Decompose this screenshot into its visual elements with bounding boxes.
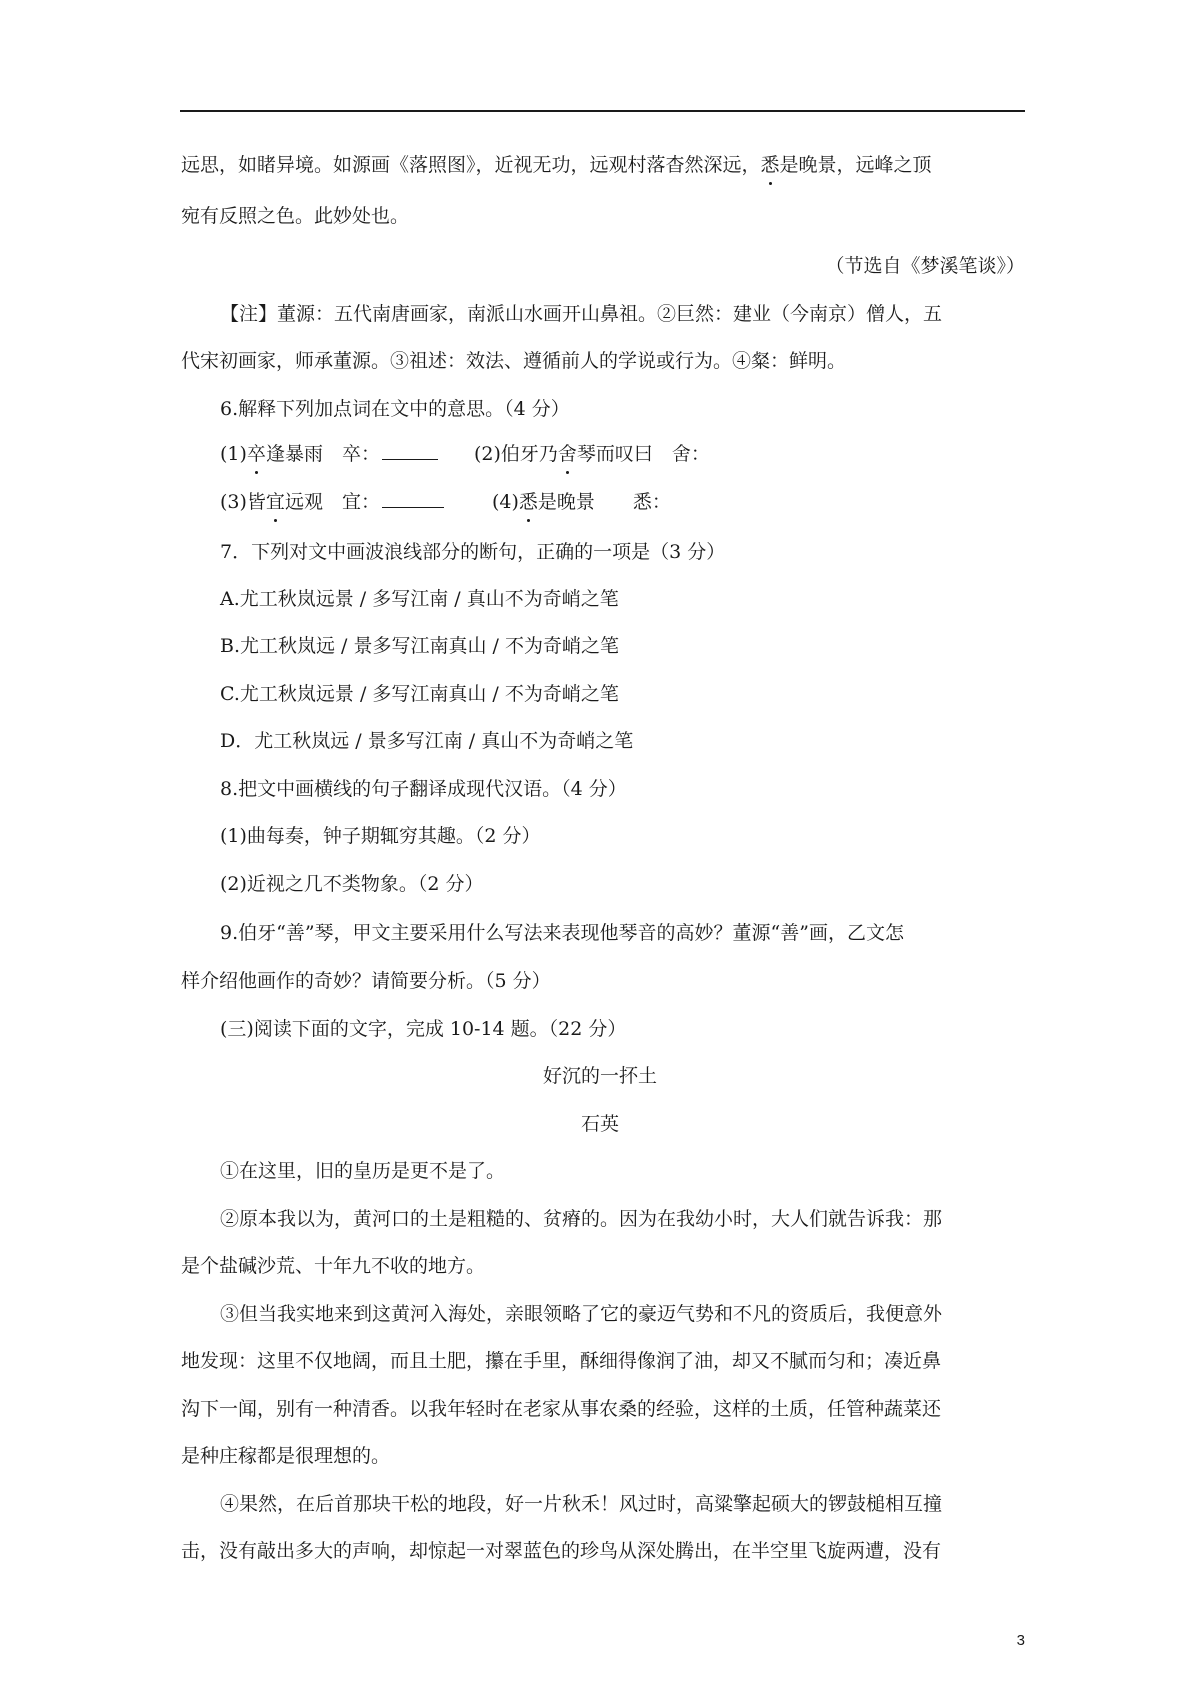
dotted-char: 卒 bbox=[246, 443, 266, 465]
question-7: 7．下列对文中画波浪线部分的断句，正确的一项是（3 分） bbox=[220, 541, 726, 563]
article-title: 好沉的一抔土 bbox=[542, 1065, 657, 1087]
passage-line: 宛有反照之色。此妙处也。 bbox=[181, 205, 410, 227]
option-a: A.尤工秋岚远景 / 多写江南 / 真山不为奇峭之笔 bbox=[220, 588, 619, 610]
passage-line: 远思，如睹异境。如源画《落照图》，近视无功，远观村落杳然深远，悉是晚景，远峰之顶 bbox=[181, 154, 932, 176]
question-8: 8.把文中画横线的句子翻译成现代汉语。（4 分） bbox=[220, 778, 627, 800]
article-paragraph-cont: 是个盐碱沙荒、十年九不收的地方。 bbox=[181, 1255, 486, 1277]
question-9: 9.伯牙“善”琴，甲文主要采用什么写法来表现他琴音的高妙？董源“善”画，乙文怎 bbox=[220, 922, 904, 944]
question-6-items-row2: (3)皆宜远观 宜： (4)悉是晚景 悉： bbox=[220, 491, 671, 513]
dotted-char: 舍 bbox=[557, 443, 577, 465]
section-3-heading: (三)阅读下面的文字，完成 10-14 题。（22 分） bbox=[220, 1018, 627, 1040]
option-b: B.尤工秋岚远 / 景多写江南真山 / 不为奇峭之笔 bbox=[220, 635, 619, 657]
article-paragraph: ①在这里，旧的皇历是更不是了。 bbox=[220, 1160, 506, 1182]
article-paragraph-cont: 沟下一闻，别有一种清香。以我年轻时在老家从事农桑的经验，这样的土质，任管种蔬菜还 bbox=[181, 1398, 942, 1420]
option-c: C.尤工秋岚远景 / 多写江南真山 / 不为奇峭之笔 bbox=[220, 683, 619, 705]
answer-blank[interactable] bbox=[382, 489, 444, 508]
question-8-item: (2)近视之几不类物象。（2 分） bbox=[220, 873, 484, 895]
article-paragraph-cont: 地发现：这里不仅地阔，而且土肥，攥在手里，酥细得像润了油，却又不腻而匀和；凑近鼻 bbox=[181, 1350, 942, 1372]
note-line: 代宋初画家，师承董源。③祖述：效法、遵循前人的学说或行为。④粲：鲜明。 bbox=[181, 350, 847, 372]
header-rule bbox=[180, 110, 1025, 112]
article-paragraph-cont: 击，没有敲出多大的声响，却惊起一对翠蓝色的珍鸟从深处腾出，在半空里飞旋两遭，没有 bbox=[181, 1540, 942, 1562]
question-6-items-row1: (1)卒逢暴雨 卒： (2)伯牙乃舍琴而叹曰 舍： bbox=[220, 443, 710, 465]
article-paragraph: ④果然，在后首那块干松的地段，好一片秋禾！风过时，高粱擎起硕大的锣鼓槌相互撞 bbox=[220, 1493, 943, 1515]
question-8-item: (1)曲每奏，钟子期辄穷其趣。（2 分） bbox=[220, 825, 541, 847]
option-d: D．尤工秋岚远 / 景多写江南 / 真山不为奇峭之笔 bbox=[220, 730, 634, 752]
article-author: 石英 bbox=[580, 1113, 619, 1135]
article-paragraph-cont: 是种庄稼都是很理想的。 bbox=[181, 1445, 391, 1467]
question-9-cont: 样介绍他画作的奇妙？请简要分析。（5 分） bbox=[181, 970, 551, 992]
article-paragraph: ②原本我以为，黄河口的土是粗糙的、贫瘠的。因为在我幼小时，大人们就告诉我：那 bbox=[220, 1208, 943, 1230]
source-citation: （节选自《梦溪笔谈》） bbox=[825, 255, 1025, 277]
article-paragraph: ③但当我实地来到这黄河入海处，亲眼领略了它的豪迈气势和不凡的资质后，我便意外 bbox=[220, 1303, 943, 1325]
dotted-char: 宜 bbox=[265, 491, 285, 513]
dotted-char: 悉 bbox=[760, 154, 780, 176]
page-number: 3 bbox=[1016, 1632, 1025, 1649]
answer-blank[interactable] bbox=[382, 441, 438, 460]
dotted-char: 悉 bbox=[518, 491, 538, 513]
note-line: 【注】董源：五代南唐画家，南派山水画开山鼻祖。②巨然：建业（今南京）僧人，五 bbox=[220, 303, 943, 325]
question-6: 6.解释下列加点词在文中的意思。（4 分） bbox=[220, 398, 570, 420]
